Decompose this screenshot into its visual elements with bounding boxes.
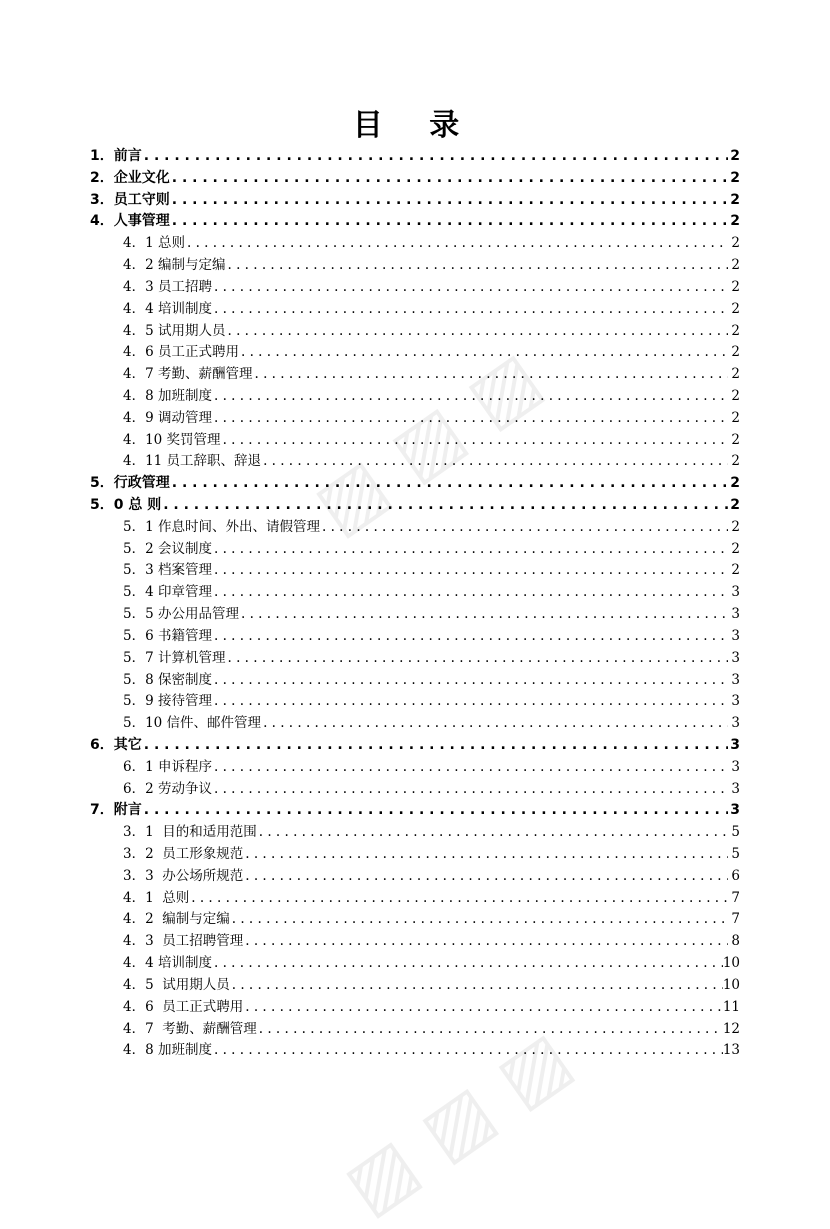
toc-entry-subsection[interactable] <box>90 779 740 801</box>
toc-leader-dots <box>212 408 728 430</box>
toc-leader-dots <box>243 931 728 953</box>
toc-entry-subsection[interactable] <box>90 517 740 539</box>
toc-entry-label: 5．4 印章管理 <box>123 584 212 601</box>
toc-leader-dots <box>225 648 728 670</box>
toc-leader-dots <box>243 844 728 866</box>
toc-entry-label: 4．8 加班制度 <box>123 387 212 404</box>
toc-leader-dots <box>230 909 728 931</box>
toc-leader-dots <box>142 146 728 168</box>
toc-page-number: 10 <box>722 976 740 993</box>
toc-entry-subsection[interactable] <box>90 1019 740 1041</box>
toc-leader-dots <box>142 735 728 757</box>
toc-leader-dots <box>239 604 728 626</box>
toc-leader-dots <box>212 299 728 321</box>
toc-page-number: 10 <box>722 955 740 972</box>
toc-entry-section[interactable] <box>90 211 740 233</box>
toc-entry-section[interactable] <box>90 146 740 168</box>
toc-entry-label: 5．6 书籍管理 <box>123 627 212 644</box>
toc-entry-subsection[interactable] <box>90 255 740 277</box>
toc-entry-section[interactable] <box>90 473 740 495</box>
toc-entry-subsection[interactable] <box>90 691 740 713</box>
toc-leader-dots <box>243 997 723 1019</box>
toc-entry-label: 4．9 调动管理 <box>123 409 212 426</box>
toc-page-number: 2 <box>731 387 740 404</box>
toc-leader-dots <box>225 255 728 277</box>
toc-leader-dots <box>261 713 728 735</box>
toc-entry-subsection[interactable] <box>90 430 740 452</box>
toc-leader-dots <box>257 822 728 844</box>
toc-entry-subsection[interactable] <box>90 888 740 910</box>
toc-leader-dots <box>212 691 728 713</box>
toc-entry-label: 5．9 接待管理 <box>123 693 212 710</box>
toc-page-number: 5 <box>731 824 740 841</box>
toc-page-number: 2 <box>731 518 740 535</box>
toc-page-number: 6 <box>731 867 740 884</box>
toc-entry-label: 5．0 总 则 <box>90 497 162 513</box>
toc-entry-subsection[interactable] <box>90 364 740 386</box>
toc-page-number: 2 <box>730 213 740 230</box>
toc-page-number: 2 <box>731 453 740 470</box>
toc-page-number: 5 <box>731 846 740 862</box>
toc-entry-subsection[interactable] <box>90 233 740 255</box>
toc-leader-dots <box>221 430 728 452</box>
toc-entry-subsection[interactable] <box>90 822 740 844</box>
toc-leader-dots <box>257 1019 723 1041</box>
toc-entry-label: 2．企业文化 <box>90 169 170 186</box>
table-of-contents <box>90 146 740 1062</box>
toc-entry-label: 7．附言 <box>90 802 142 819</box>
toc-page-number: 3 <box>731 627 740 644</box>
toc-leader-dots <box>170 168 728 190</box>
toc-leader-dots <box>170 211 728 233</box>
toc-entry-label: 5．5 办公用品管理 <box>123 606 239 623</box>
toc-leader-dots <box>261 451 728 473</box>
toc-page-number: 11 <box>722 998 740 1015</box>
toc-entry-label: 4．5 试用期人员 <box>123 976 230 993</box>
toc-leader-dots <box>161 495 728 517</box>
toc-entry-label: 6．1 申诉程序 <box>123 758 212 775</box>
toc-entry-label: 4．7 考勤、薪酬管理 <box>123 366 253 383</box>
toc-entry-section[interactable] <box>90 800 740 822</box>
toc-page-number: 2 <box>731 257 740 274</box>
toc-entry-label: 1．前言 <box>90 148 142 164</box>
toc-entry-subsection[interactable] <box>90 277 740 299</box>
toc-entry-label: 6．其它 <box>90 736 142 753</box>
toc-page-number: 2 <box>731 562 740 579</box>
toc-page-number: 2 <box>731 235 740 252</box>
toc-entry-subsection[interactable] <box>90 560 740 582</box>
toc-entry-label: 4．2 编制与定编 <box>123 911 230 928</box>
toc-entry-label: 4．1 总则 <box>123 235 185 252</box>
toc-entry-label: 4．8 加班制度 <box>123 1042 212 1059</box>
toc-entry-subsection[interactable] <box>90 648 740 670</box>
toc-page-number: 2 <box>731 322 740 339</box>
toc-page-number: 2 <box>730 475 740 492</box>
toc-entry-label: 5．2 会议制度 <box>123 540 212 557</box>
toc-leader-dots <box>212 953 723 975</box>
toc-entry-subsection[interactable] <box>90 582 740 604</box>
toc-entry-subsection[interactable] <box>90 386 740 408</box>
toc-entry-subsection[interactable] <box>90 342 740 364</box>
toc-entry-subsection[interactable] <box>90 321 740 343</box>
toc-page-number: 2 <box>731 540 740 557</box>
toc-entry-label: 5．10 信件、邮件管理 <box>123 715 262 732</box>
toc-entry-subsection[interactable] <box>90 757 740 779</box>
toc-page-number: 7 <box>731 889 740 906</box>
toc-entry-section[interactable] <box>90 495 740 517</box>
toc-page-number: 2 <box>731 344 740 361</box>
toc-leader-dots <box>212 560 728 582</box>
toc-entry-label: 4．6 员工正式聘用 <box>123 998 244 1015</box>
toc-entry-subsection[interactable] <box>90 299 740 321</box>
toc-leader-dots <box>230 975 723 997</box>
toc-entry-section[interactable] <box>90 735 740 757</box>
toc-entry-subsection[interactable] <box>90 909 740 931</box>
page-title: 目 录 <box>352 108 478 143</box>
toc-entry-subsection[interactable] <box>90 1040 740 1062</box>
toc-page-number: 7 <box>731 911 740 928</box>
toc-page-number: 13 <box>722 1042 740 1059</box>
toc-entry-label: 4．7 考勤、薪酬管理 <box>123 1020 257 1037</box>
toc-page-number: 2 <box>731 409 740 426</box>
toc-entry-label: 4．5 试用期人员 <box>123 322 226 339</box>
toc-entry-subsection[interactable] <box>90 975 740 997</box>
toc-leader-dots <box>212 757 728 779</box>
toc-page-number: 2 <box>730 497 740 513</box>
toc-page-number: 8 <box>731 933 740 950</box>
toc-leader-dots <box>212 626 728 648</box>
toc-page-number: 3 <box>730 802 740 819</box>
toc-leader-dots <box>212 670 728 692</box>
toc-entry-label: 5．行政管理 <box>90 475 170 492</box>
toc-leader-dots <box>170 190 728 212</box>
toc-page-number: 2 <box>730 169 740 186</box>
toc-page-number: 2 <box>731 278 740 295</box>
toc-entry-subsection[interactable] <box>90 713 740 735</box>
toc-entry-subsection[interactable] <box>90 626 740 648</box>
watermark-icon: ▨ ▨ ▨ <box>328 1014 586 1229</box>
toc-page-number: 2 <box>731 431 740 448</box>
toc-leader-dots <box>320 517 728 539</box>
toc-entry-label: 3．1 目的和适用范围 <box>123 824 257 841</box>
toc-entry-label: 4．4 培训制度 <box>123 955 212 972</box>
toc-entry-label: 4．2 编制与定编 <box>123 257 226 274</box>
toc-entry-label: 3．3 办公场所规范 <box>123 867 244 884</box>
toc-leader-dots <box>185 233 728 255</box>
toc-entry-label: 4．10 奖罚管理 <box>123 431 221 448</box>
toc-page-number: 3 <box>731 758 740 775</box>
toc-page-number: 3 <box>731 671 740 688</box>
toc-leader-dots <box>252 364 728 386</box>
toc-entry-subsection[interactable] <box>90 931 740 953</box>
toc-entry-subsection[interactable] <box>90 408 740 430</box>
toc-entry-label: 5．1 作息时间、外出、请假管理 <box>123 518 320 535</box>
toc-page-number: 3 <box>731 606 740 623</box>
toc-entry-label: 4．人事管理 <box>90 213 170 230</box>
toc-page-number: 3 <box>731 584 740 601</box>
toc-page-number: 3 <box>731 649 740 666</box>
toc-leader-dots <box>212 277 728 299</box>
toc-leader-dots <box>239 342 728 364</box>
toc-leader-dots <box>243 866 728 888</box>
toc-leader-dots <box>189 888 728 910</box>
toc-entry-label: 4．11 员工辞职、辞退 <box>123 453 262 470</box>
toc-entry-label: 5．8 保密制度 <box>123 671 212 688</box>
toc-leader-dots <box>212 539 728 561</box>
toc-entry-subsection[interactable] <box>90 539 740 561</box>
toc-page-number: 3 <box>731 693 740 710</box>
toc-page-number: 2 <box>731 366 740 383</box>
toc-entry-subsection[interactable] <box>90 451 740 473</box>
toc-page-number: 3 <box>731 780 740 797</box>
toc-page-number: 2 <box>731 300 740 317</box>
toc-page-number: 3 <box>730 736 740 753</box>
toc-entry-section[interactable] <box>90 190 740 212</box>
toc-entry-label: 3．员工守则 <box>90 191 170 208</box>
toc-entry-subsection[interactable] <box>90 997 740 1019</box>
toc-leader-dots <box>212 1040 723 1062</box>
toc-entry-label: 5．3 档案管理 <box>123 562 212 579</box>
toc-entry-label: 4．3 员工招聘管理 <box>123 933 244 950</box>
toc-page-number: 3 <box>731 715 740 732</box>
toc-leader-dots <box>212 779 728 801</box>
toc-page-number: 2 <box>730 148 740 164</box>
toc-entry-subsection[interactable] <box>90 604 740 626</box>
toc-page-number: 12 <box>722 1020 740 1037</box>
toc-entry-label: 5．7 计算机管理 <box>123 649 226 666</box>
toc-leader-dots <box>170 473 728 495</box>
toc-entry-subsection[interactable] <box>90 866 740 888</box>
toc-entry-subsection[interactable] <box>90 670 740 692</box>
watermark-icon: ▨ ▨ ▨ <box>298 334 556 550</box>
toc-entry-label: 4．4 培训制度 <box>123 300 212 317</box>
toc-leader-dots <box>142 800 728 822</box>
toc-entry-label: 4．6 员工正式聘用 <box>123 344 239 361</box>
toc-entry-label: 4．1 总则 <box>123 889 190 906</box>
toc-entry-subsection[interactable] <box>90 953 740 975</box>
toc-leader-dots <box>225 321 728 343</box>
toc-entry-label: 4．3 员工招聘 <box>123 278 212 295</box>
toc-leader-dots <box>212 386 728 408</box>
toc-leader-dots <box>212 582 728 604</box>
toc-entry-subsection[interactable] <box>90 844 740 866</box>
toc-entry-section[interactable] <box>90 168 740 190</box>
toc-page-number: 2 <box>730 191 740 208</box>
toc-entry-label: 3．2 员工形象规范 <box>123 846 244 862</box>
toc-entry-label: 6．2 劳动争议 <box>123 780 212 797</box>
